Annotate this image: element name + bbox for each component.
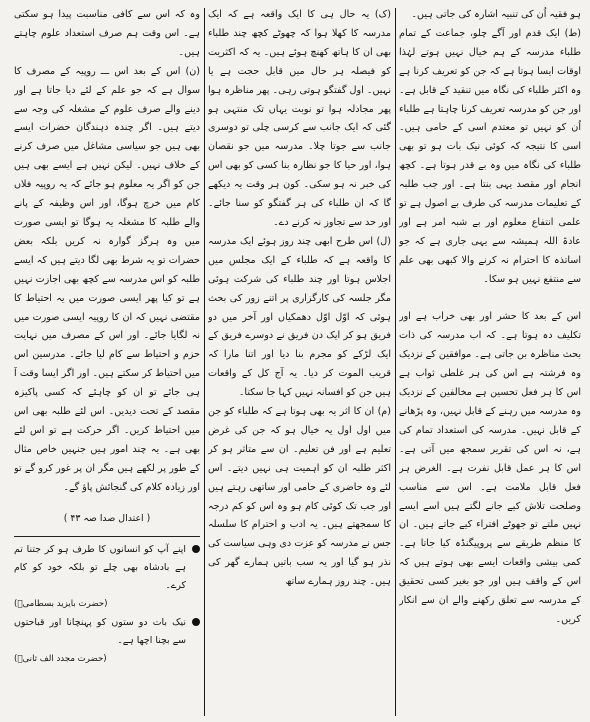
paragraph: ہو فقیہ اُن کی تنبیہ اشارہ کی جاتی ہیں۔ <box>411 9 581 20</box>
paragraph: (ل) اس طرح ابھی چند روز ہوئے ایک مدرسہ کا واقعہ ہے کہ طلباء کے ایک مجلس میں اجلاس ہوتا اور چند طلباء کی شرکت ہوئی مگر جلسہ کی کارگزاری پر اتنے زور کی بحث ہوئی کہ اوّل اوّل دھمکیاں اور آخر میں دو فریق ہو کر ایک دن فریق نے دوسرے فریق کے ایک لڑکے کو مجرم بنا دیا اور اتنا مارا کہ قریب الموت کر دیا۔ یہ آج کل کے واقعات ہیں جن کو افسانہ نہیں کہا جا سکتا۔ <box>208 235 391 399</box>
quote-item <box>14 541 200 595</box>
column-divider <box>204 8 205 716</box>
column-divider <box>395 8 396 716</box>
quote-text: نیک بات دو ستوں کو پہنچانا اور قباحتوں سے بچنا اچھا ہے۔ <box>14 617 186 647</box>
document-page <box>6 6 584 716</box>
bullet-icon <box>192 618 200 626</box>
paragraph: (ن) اس کے بعد اس ـــ روپیہ کے مصرف کا سوال ہے کہ جو علم کے لئے دیا جاتا ہے اور دینے والے صرف علوم کے مشغلہ کی وجہ سے دیتے ہیں۔ اگر چندہ دہندگان حضرات ایسے بھی ہیں جو سیاسی مشاغل میں صرف کرنے کے خلاف نہیں۔ لیکن نہیں ہے ایسے بھی ہیں جن کو اگر یہ معلوم ہو جائے کہ یہ روپیہ فلاں کام میں خرچ ہوگا، اور اس وظیفہ کے پانے والے طلبہ کا مشغلہ یہ ہوگا تو ایسی صورت میں وہ ہرگز گوارہ نہ کریں بلکہ بعض حضرات تو یہ شرط بھی لگا دیتے ہیں کہ ایسے طلبہ کو اس مدرسہ سے کچھ بھی اجازت نہیں ہے تو کیا پھر ایسی صورت میں یہ احتیاط کا مقتضی نہیں کہ ان کا روپیہ ایسی صورت میں نہ لگایا جائے۔ اور اس کے مصرف میں نہایت حزم و احتیاط سے کام لیا جائے۔ مدرسین اس میں احتیاط کر سکتے ہیں۔ اور اگر ایسا وقت آ ہی جائے تو ان کو چاہئے کہ کسی پاکیزہ مقصد کے تحت دیدیں۔ اس لئے طلبہ بھی اس میں احتیاط کریں۔ اگر حرکت ہے تو اس لئے بھی ہے۔ یہ چند امور ہیں جنہیں خاص مثال کے طور پر لکھے ہیں مگر ان پر غور کرو گے تو اور زیادہ کلام کی گنجائش پاؤ گے۔ <box>14 65 200 493</box>
quote-item <box>14 614 200 650</box>
column-right <box>399 6 581 716</box>
paragraph: وہ کہ اس سے کافی مناسبت پیدا ہو سکتی ہے۔ اس وقت ہم صرف استعداد علوم چاہتے ہیں۔ <box>14 9 200 58</box>
bullet-icon <box>192 545 200 553</box>
paragraph: (ک) یہ حال ہی کا ایک واقعہ ہے کہ ایک مدرسہ کا کھلا ہوا کہ چھوٹے کچھ چند طلباء بھی ان کا ہاتھ کھنچ ہوئے ہیں۔ یہ کہ اکثریت کو فیصلہ ہر حال میں قابل حجت ہے یا نہیں۔ اول گفتگو ہوتی رہی۔ پھر مناظرہ ہوا پھر مجادلہ ہوا تو نوبت یہاں تک منتہی ہو گئی کہ ایک جانب سے کرسی چلی تو دوسری جانب سے جوتا چلا۔ مدرسہ میں جو نقصان ہوا، اور حیا کا جو نظارہ بنا کسی کو بھی اس کی خبر نہ ہو سکی۔ کون ہر وقت یہ دیکھے گا کہ ان طلباء کی ہر گفتگو کو سنا جائے۔ اور حد سے تجاوز نہ کرنے دے۔ <box>208 9 391 228</box>
paragraph: (ط) ایک قدم اور آگے چلو، جماعت کے تمام طلباء مدرسہ کے ہم خیال نہیں ہوتے لہٰذا اوقات ایسا ہوتا ہے کہ جن کو تعریف کرنا ہے وہ اکثر طلباء کی نگاہ میں تنقید کے قابل ہے۔ اور جن کو مدرسہ تعریف کرنا چاہتا ہے طلباء اُن کو نہیں تو معتدم اسی کے حامی ہیں۔ اسی کا نتیجہ کہ کوئی نیک بات ہو تو بھی طلباء کی نگاہ میں وہ بے قدر ہوتا ہے۔ کچھ انجام اور مقصد یہی بنتا ہے۔ اور جب طلبہ کے تعلیمات مدرسہ کی طرف بے اصول ہے تو علمی انتفاع معلوم اور بے شبہ امر ہے اور عادۃ اللہ ہمیشہ سے یہی جاری ہے کہ جو اساتذہ کا احترام نہ کرنے والا کبھی بھی علم سے منتفع نہیں ہو سکا۔ <box>399 27 581 285</box>
quote-attribution: (حضرت مجدد الف ثانیؒ) <box>14 654 107 665</box>
quote-text: اپنے آپ کو انسانوں کا طرف ہو کر جتنا تم ہے بادشاہ بھی چلے تو بلکہ خود کو کام کرے۔ <box>14 544 186 592</box>
quotes-box <box>14 536 200 669</box>
quote-attribution: (حضرت بایزید بسطامیؒ) <box>14 599 108 610</box>
column-left <box>14 6 200 716</box>
source-reference: ( اعتدال صدا صہ ۴۳ ) <box>63 512 151 524</box>
paragraph: (م) ان کا اثر یہ بھی ہوتا ہے کہ طلباء کو جن میں اول اول یہ خیال ہو کہ جن کی غرض تعلیم ہے اور فن تعلیم۔ ان سے متاثر ہو کر اکثر طلبہ ان کو اہمیت ہی نہیں دیتے۔ اس لئے وہ حاضری کے حامی اور ساتھی رہتے ہیں اور جب تک کوئی کام ہو وہ اس کو کم درجہ کا سمجھتے ہیں۔ یہ ادب و احترام کا سلسلہ جس نے مدرسہ کو عزت دی وہی سیاست کی نذر ہو گیا اور یہ سب باتیں ہمارے گھر کی ہیں۔ چند روز ہمارے ساتھ <box>208 406 391 588</box>
column-middle <box>208 6 391 716</box>
paragraph: اس کے بعد کا حشر اور بھی خراب ہے اور تکلیف دہ ہوتا ہے۔ کہ اب مدرسہ کی ذات بحث مناظرہ بن جاتی ہے۔ موافقین کے نزدیک وہ فرشتہ ہے اس کی ہر غلطی ثواب ہے اس کا ہر فعل تحسین ہے مخالفین کے نزدیک وہ مدرسہ میں رہنے کے قابل نہیں، وہ پڑھانے کے قابل نہیں۔ مدرسہ کی استعداد تمام کی ہے، نہ اس کی تقریر سمجھ میں آتی ہے۔ اس کا ہر عمل قابل نفرت ہے۔ الغرض ہر فعل قابل ملامت ہے۔ اس سے مناسب وصلحت تلاش کیے جانے لگتے ہیں اسے ایسے نہیں ملتے تو جھوٹے افتراء کیے جاتے ہیں۔ ان کا منظم طریقے سے پروپیگنڈہ کیا جاتا ہے۔ کمی بیشی واقعات ایسے بھی ہوتے ہیں کہ اس کے واقف ہیں اور جو بغیر کسی تحقیق کے مدرسہ سے تعلق رکھنے والے ان سے انکار کریں۔ <box>399 311 581 625</box>
